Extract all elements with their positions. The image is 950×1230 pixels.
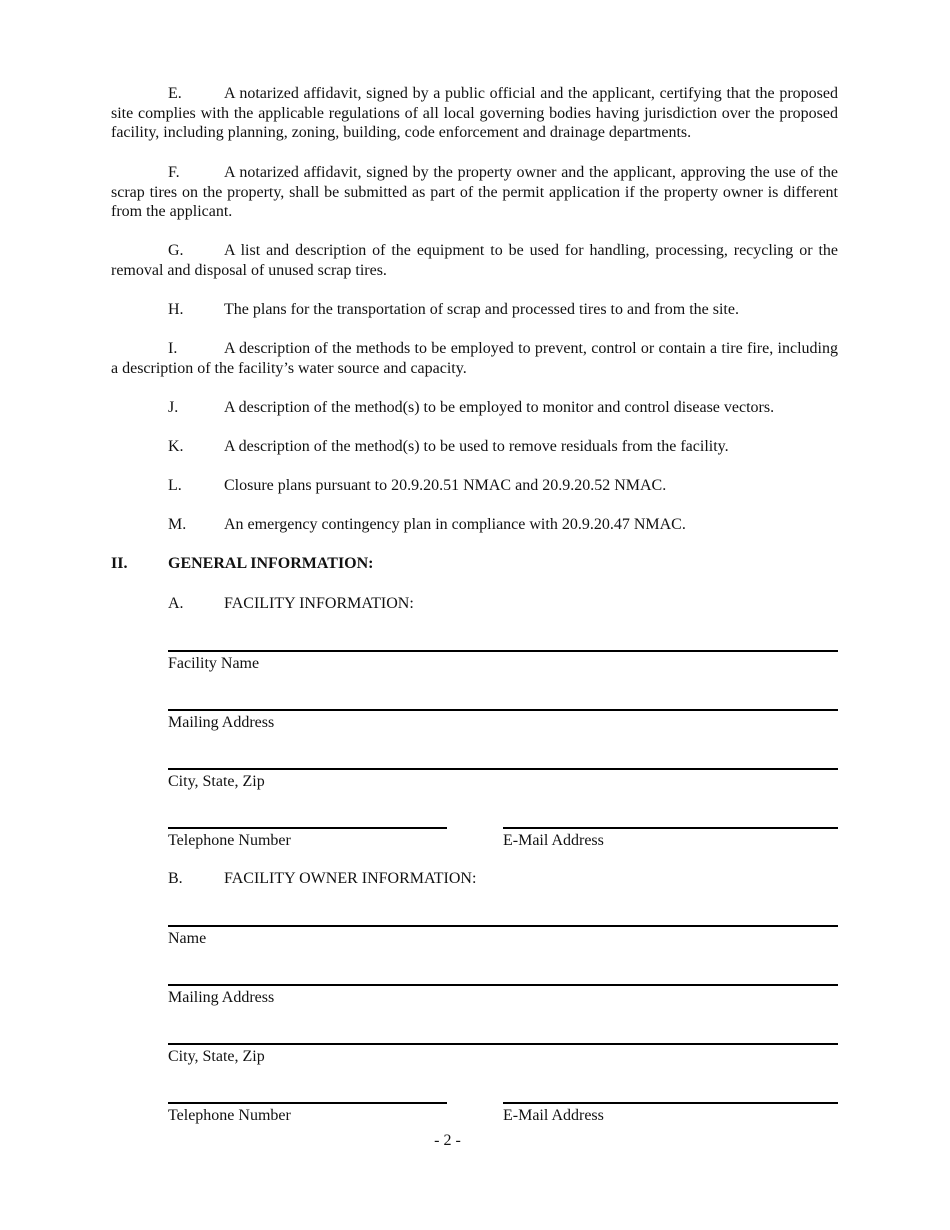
- item-i-text: A description of the methods to be employed to prevent, control or contain a tire fire, including a description of the facility’s water source and capacity.: [111, 340, 838, 377]
- section-title: GENERAL INFORMATION:: [168, 555, 374, 572]
- item-f: [111, 163, 838, 222]
- facility-subheading: [168, 594, 838, 614]
- owner-name-label: Name: [168, 930, 207, 947]
- owner-city-line[interactable]: [168, 1043, 838, 1045]
- facility-name-line[interactable]: [168, 650, 838, 652]
- owner-phone-line[interactable]: [168, 1102, 447, 1104]
- item-l-label: L.: [168, 477, 182, 494]
- owner-subheading-label: B.: [168, 870, 183, 887]
- owner-email-label: E-Mail Address: [503, 1107, 604, 1124]
- item-m-text: An emergency contingency plan in compliance with 20.9.20.47 NMAC.: [224, 516, 686, 533]
- facility-subheading-label: A.: [168, 595, 184, 612]
- item-e-text: A notarized affidavit, signed by a public official and the applicant, certifying that the proposed site complies with the applicable regulations of all local governing bodies having jurisdiction over the proposed facility, including planning, zoning, building, code enforcement and drainage departments.: [111, 85, 838, 141]
- facility-phone-label: Telephone Number: [168, 832, 291, 849]
- item-j-label: J.: [168, 399, 179, 416]
- owner-mailing-label: Mailing Address: [168, 989, 275, 1006]
- item-e: [111, 84, 838, 143]
- facility-name-label: Facility Name: [168, 655, 260, 672]
- owner-name-line[interactable]: [168, 925, 838, 927]
- owner-mailing-line[interactable]: [168, 984, 838, 986]
- facility-city-label: City, State, Zip: [168, 773, 265, 790]
- item-g-text: A list and description of the equipment to be used for handling, processing, recycling or the removal and disposal of unused scrap tires.: [111, 242, 838, 279]
- owner-email-line[interactable]: [503, 1102, 838, 1104]
- item-i-label: I.: [168, 340, 178, 357]
- item-h-text: The plans for the transportation of scrap and processed tires to and from the site.: [224, 301, 739, 318]
- item-l-text: Closure plans pursuant to 20.9.20.51 NMAC and 20.9.20.52 NMAC.: [224, 477, 667, 494]
- facility-subheading-title: FACILITY INFORMATION:: [224, 595, 414, 612]
- section-number: II.: [111, 555, 128, 572]
- facility-email-label: E-Mail Address: [503, 832, 604, 849]
- page-number: - 2 -: [434, 1132, 461, 1149]
- item-l: [168, 476, 838, 496]
- item-h: [168, 300, 838, 320]
- item-k-text: A description of the method(s) to be used to remove residuals from the facility.: [224, 438, 729, 455]
- facility-city-line[interactable]: [168, 768, 838, 770]
- facility-email-line[interactable]: [503, 827, 838, 829]
- item-j-text: A description of the method(s) to be employed to monitor and control disease vectors.: [224, 399, 775, 416]
- item-g: [111, 241, 838, 280]
- owner-phone-label: Telephone Number: [168, 1107, 291, 1124]
- owner-subheading-title: FACILITY OWNER INFORMATION:: [224, 870, 477, 887]
- item-m: [168, 515, 838, 535]
- owner-subheading: [168, 869, 838, 889]
- item-m-label: M.: [168, 516, 187, 533]
- item-f-text: A notarized affidavit, signed by the property owner and the applicant, approving the use of the scrap tires on the property, shall be submitted as part of the permit application if the property owner is different from the applicant.: [111, 164, 838, 220]
- item-j: [168, 398, 838, 418]
- item-k: [168, 437, 838, 457]
- owner-city-label: City, State, Zip: [168, 1048, 265, 1065]
- facility-mailing-label: Mailing Address: [168, 714, 275, 731]
- item-i: [111, 339, 838, 378]
- facility-phone-line[interactable]: [168, 827, 447, 829]
- item-f-label: F.: [168, 164, 180, 181]
- section-heading: [111, 554, 374, 574]
- facility-mailing-line[interactable]: [168, 709, 838, 711]
- item-k-label: K.: [168, 438, 184, 455]
- item-h-label: H.: [168, 301, 184, 318]
- item-g-label: G.: [168, 242, 184, 259]
- item-e-label: E.: [168, 85, 182, 102]
